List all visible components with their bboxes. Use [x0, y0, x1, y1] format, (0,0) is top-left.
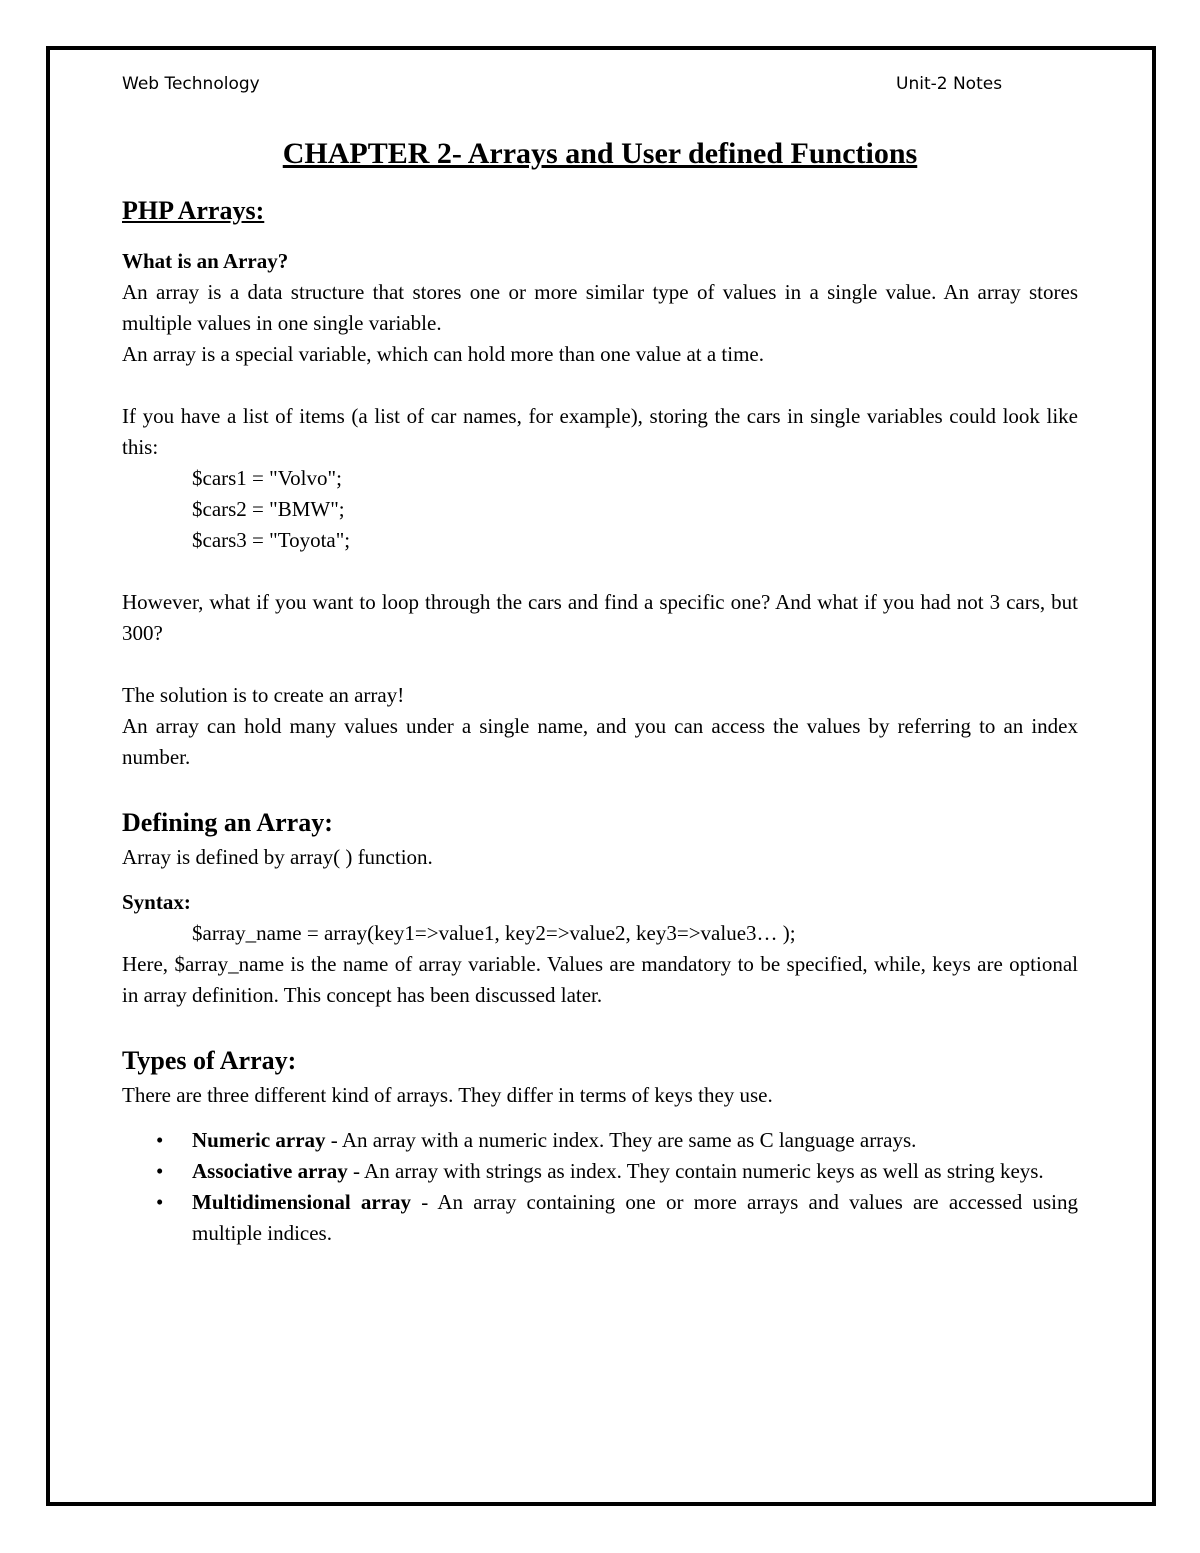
bullet-icon: • — [156, 1128, 164, 1152]
desc-associative-array: - An array with strings as index. They contain numeric keys as well as string keys. — [347, 1159, 1044, 1183]
paragraph-list-example: If you have a list of items (a list of car names, for example), storing the cars in single variables could look like this: — [122, 404, 1078, 459]
header-unit: Unit-2 Notes — [896, 74, 1003, 94]
paragraph-index-access: An array can hold many values under a single name, and you can access the values by referring to an index number. — [122, 714, 1078, 769]
paragraph-syntax-explanation: Here, $array_name is the name of array variable. Values are mandatory to be specified, while, keys are optional in array definition. This concept has been discussed later. — [122, 952, 1078, 1007]
document-body — [122, 130, 1078, 1249]
code-line-cars2: $cars2 = "BMW"; — [192, 497, 345, 521]
list-item-numeric-array — [122, 1125, 1078, 1156]
bullet-icon: • — [156, 1159, 164, 1183]
paragraph-definition: An array is a data structure that stores one or more similar type of values in a single value. An array stores multiple values in one single variable. — [122, 280, 1078, 335]
chapter-title: CHAPTER 2- Arrays and User defined Functions — [282, 137, 918, 170]
bullet-icon: • — [156, 1190, 164, 1214]
paragraph-types-intro: There are three different kind of arrays. They differ in terms of keys they use. — [122, 1083, 773, 1107]
list-item-associative-array — [122, 1156, 1078, 1187]
section-title-types-of-array: Types of Array: — [122, 1046, 297, 1075]
code-line-cars1: $cars1 = "Volvo"; — [192, 466, 342, 490]
section-title-defining-array: Defining an Array: — [122, 808, 333, 837]
array-types-list — [122, 1125, 1078, 1249]
desc-numeric-array: - An array with a numeric index. They are same as C language arrays. — [325, 1128, 917, 1152]
paragraph-solution: The solution is to create an array! — [122, 683, 405, 707]
code-line-cars3: $cars3 = "Toyota"; — [192, 528, 351, 552]
subheading-what-is-array: What is an Array? — [122, 249, 289, 273]
paragraph-array-function: Array is defined by array( ) function. — [122, 845, 433, 869]
term-numeric-array: Numeric array — [192, 1128, 326, 1152]
term-associative-array: Associative array — [192, 1159, 348, 1183]
section-title-php-arrays: PHP Arrays: — [122, 196, 265, 225]
paragraph-special-variable: An array is a special variable, which can hold more than one value at a time. — [122, 342, 764, 366]
syntax-code: $array_name = array(key1=>value1, key2=>value2, key3=>value3… ); — [192, 921, 796, 945]
syntax-label: Syntax: — [122, 890, 191, 914]
desc-multidimensional-array: - An array containing one or more arrays and values are accessed using multiple indices. — [192, 1190, 1078, 1245]
paragraph-loop-question: However, what if you want to loop through the cars and find a specific one? And what if you had not 3 cars, but 300? — [122, 590, 1078, 645]
header-subject: Web Technology — [122, 74, 260, 94]
list-item-multidimensional-array — [122, 1187, 1078, 1249]
term-multidimensional-array: Multidimensional array — [192, 1190, 412, 1214]
